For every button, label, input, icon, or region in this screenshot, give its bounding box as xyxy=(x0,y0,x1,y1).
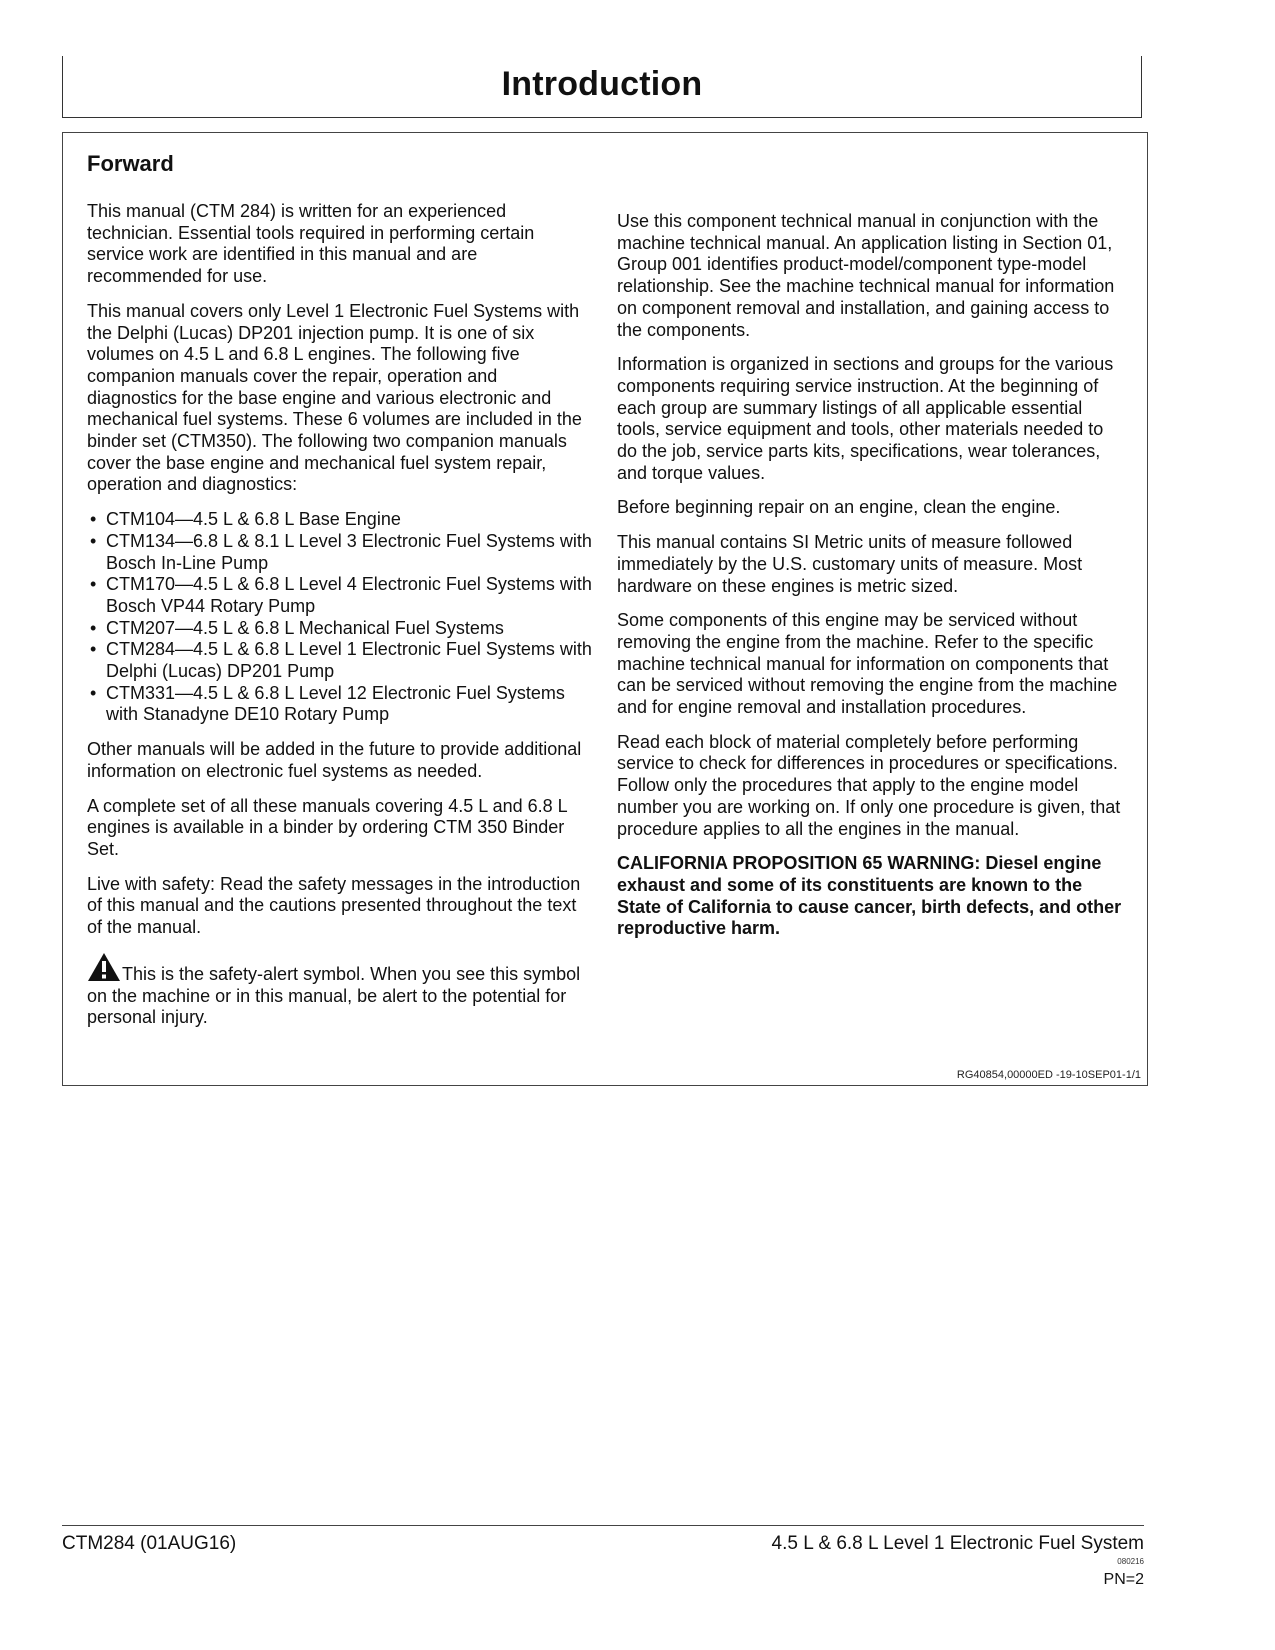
bullet-icon: • xyxy=(90,617,97,638)
list-item-text: CTM134—6.8 L & 8.1 L Level 3 Electronic Fuel Systems with Bosch In-Line Pump xyxy=(106,530,592,573)
list-item-text: CTM104—4.5 L & 6.8 L Base Engine xyxy=(106,509,401,530)
footer-divider xyxy=(62,1525,1144,1526)
safety-alert-text: This is the safety-alert symbol. When you see this symbol on the machine or in this manual, be alert to the potential for personal injury. xyxy=(87,963,581,1028)
paragraph: A complete set of all these manuals covering 4.5 L and 6.8 L engines is available in a binder by ordering CTM 350 Binder Set. xyxy=(87,795,567,859)
companion-manuals-list xyxy=(87,509,592,726)
footer-date-code: 080216 xyxy=(1117,1557,1144,1566)
page-title: Introduction xyxy=(501,65,703,103)
paragraph: Some components of this engine may be serviced without removing the engine from the machine. Refer to the specific machine technical manual for information on components that can be serviced without removing the engine from the machine and for engine removal and installation procedures. xyxy=(617,610,1118,718)
list-item-text: CTM170—4.5 L & 6.8 L Level 4 Electronic Fuel Systems with Bosch VP44 Rotary Pump xyxy=(106,574,592,616)
page-header xyxy=(62,56,1142,118)
bullet-icon: • xyxy=(90,509,97,530)
paragraph: This manual (CTM 284) is written for an experienced technician. Essential tools required in performing certain service work are identified in this manual and are recommended for use. xyxy=(87,201,535,287)
right-column xyxy=(617,211,1122,953)
list-item xyxy=(87,639,592,682)
paragraph: Information is organized in sections and groups for the various components requiring service instruction. At the beginning of each group are summary listings of all applicable essential tools, service equipment and tools, other materials needed to do the job, service parts kits, specifications, wear tolerances, and torque values. xyxy=(617,354,1114,483)
paragraph: Live with safety: Read the safety messages in the introduction of this manual and the cautions presented throughout the text of the manual. xyxy=(87,873,581,938)
list-item xyxy=(87,531,592,574)
section-heading: Forward xyxy=(87,151,174,176)
bullet-icon: • xyxy=(90,682,97,703)
paragraph: Read each block of material completely before performing service to check for differences in procedures or specifications. Follow only the procedures that apply to the engine model number you are working on. If only one procedure is given, that procedure applies to all the engines in the manual. xyxy=(617,731,1121,839)
list-item-text: CTM207—4.5 L & 6.8 L Mechanical Fuel Systems xyxy=(106,617,504,638)
list-item xyxy=(87,683,592,726)
list-item xyxy=(87,509,592,531)
paragraph: Use this component technical manual in conjunction with the machine technical manual. An application listing in Section 01, Group 001 identifies product-model/component type-model relationship. See the machine technical manual for information on component removal and installation, and gaining access to the components. xyxy=(617,211,1115,340)
paragraph: This manual covers only Level 1 Electronic Fuel Systems with the Delphi (Lucas) DP201 injection pump. It is one of six volumes on 4.5 L and 6.8 L engines. The following five companion manuals cover the repair, operation and diagnostics for the base engine and various electronic and mechanical fuel systems. These 6 volumes are included in the binder set (CTM350). The following two companion manuals cover the base engine and mechanical fuel system repair, operation and diagnostics: xyxy=(87,300,582,495)
page-number: PN=2 xyxy=(1103,1571,1144,1588)
footer-manual-title: 4.5 L & 6.8 L Level 1 Electronic Fuel System xyxy=(771,1533,1144,1554)
prop65-warning: CALIFORNIA PROPOSITION 65 WARNING: Diesel engine exhaust and some of its constituents are known to the State of California to cause cancer, birth defects, and other reproductive harm. xyxy=(617,853,1122,939)
bullet-icon: • xyxy=(90,574,97,595)
paragraph: Before beginning repair on an engine, clean the engine. xyxy=(617,497,1061,518)
bullet-icon: • xyxy=(90,639,97,660)
list-item-text: CTM331—4.5 L & 6.8 L Level 12 Electronic Fuel Systems with Stanadyne DE10 Rotary Pump xyxy=(106,682,565,725)
paragraph: This manual contains SI Metric units of measure followed immediately by the U.S. customary units of measure. Most hardware on these engines is metric sized. xyxy=(617,532,1083,596)
list-item-text: CTM284—4.5 L & 6.8 L Level 1 Electronic Fuel Systems with Delphi (Lucas) DP201 Pump xyxy=(106,639,592,682)
list-item xyxy=(87,618,592,640)
forward-section xyxy=(62,132,1148,1086)
bullet-icon: • xyxy=(90,530,97,551)
reference-code: RG40854,00000ED -19-10SEP01-1/1 xyxy=(956,1069,1141,1081)
safety-alert-paragraph xyxy=(87,952,592,1029)
list-item xyxy=(87,574,592,617)
left-column xyxy=(87,201,592,1042)
footer-manual-id: CTM284 (01AUG16) xyxy=(62,1533,237,1554)
paragraph: Other manuals will be added in the future to provide additional information on electronic fuel systems as needed. xyxy=(87,739,582,781)
safety-alert-icon xyxy=(87,952,121,982)
